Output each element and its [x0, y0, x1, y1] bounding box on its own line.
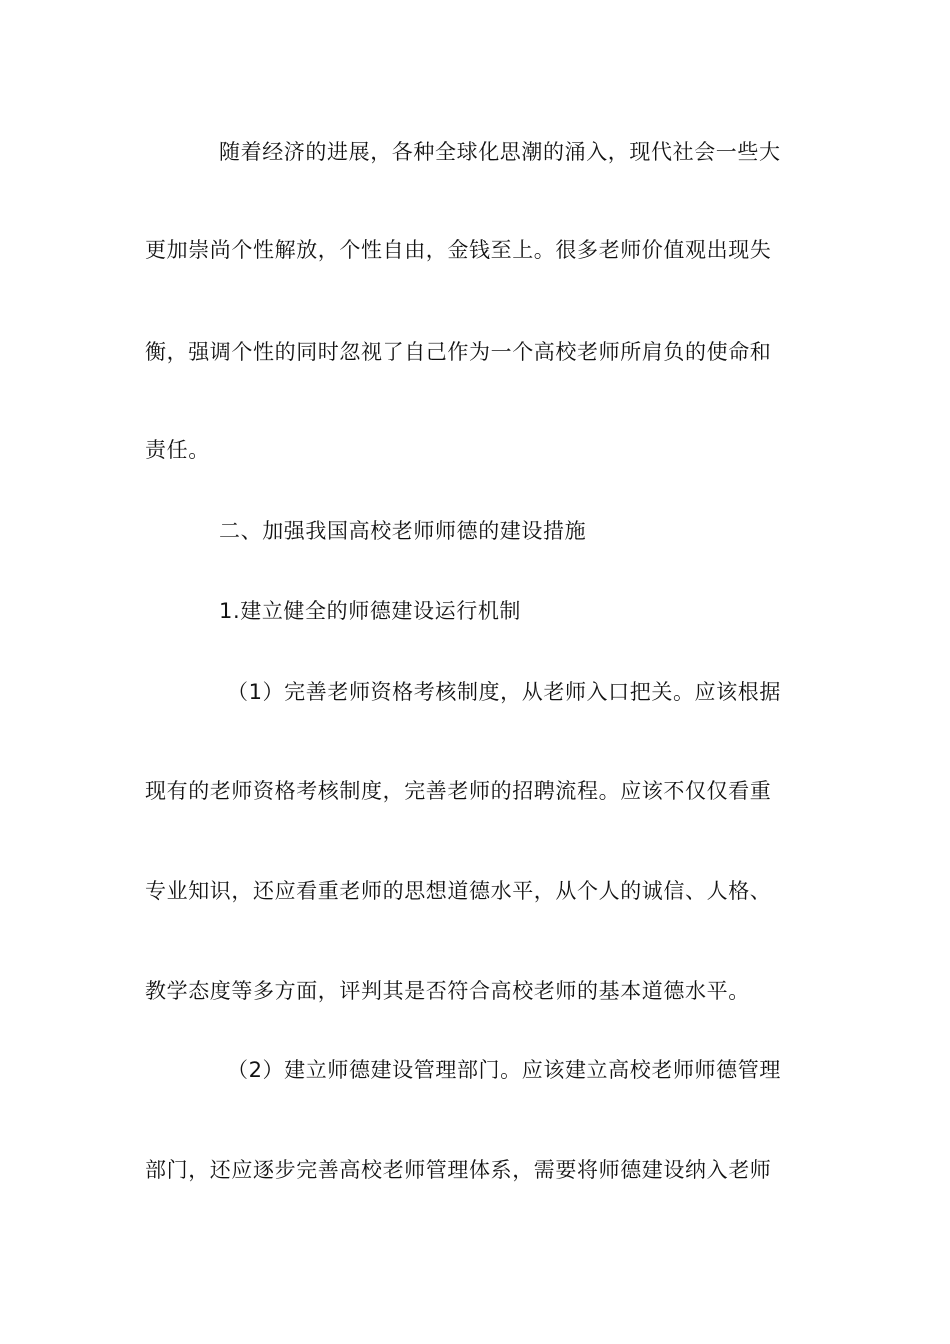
paragraph-line: （1）完善老师资格考核制度，从老师入口把关。应该根据 [227, 680, 781, 704]
paragraph-line: 专业知识，还应看重老师的思想道德水平，从个人的诚信、人格、 [145, 879, 772, 903]
paragraph-line: 更加崇尚个性解放，个性自由，金钱至上。很多老师价值观出现失 [145, 238, 772, 262]
section-heading: 二、加强我国高校老师师德的建设措施 [219, 519, 587, 543]
paragraph-line: 随着经济的进展，各种全球化思潮的涌入，现代社会一些大 [219, 140, 781, 164]
paragraph-line: 现有的老师资格考核制度，完善老师的招聘流程。应该不仅仅看重 [145, 779, 772, 803]
paragraph-line: 部门，还应逐步完善高校老师管理体系，需要将师德建设纳入老师 [145, 1158, 772, 1182]
paragraph-line: （2）建立师德建设管理部门。应该建立高校老师师德管理 [227, 1058, 781, 1082]
paragraph-line: 责任。 [145, 438, 210, 462]
subsection-heading: 1.建立健全的师德建设运行机制 [219, 599, 522, 623]
paragraph-line: 衡，强调个性的同时忽视了自己作为一个高校老师所肩负的使命和 [145, 340, 772, 364]
paragraph-line: 教学态度等多方面，评判其是否符合高校老师的基本道德水平。 [145, 979, 750, 1003]
